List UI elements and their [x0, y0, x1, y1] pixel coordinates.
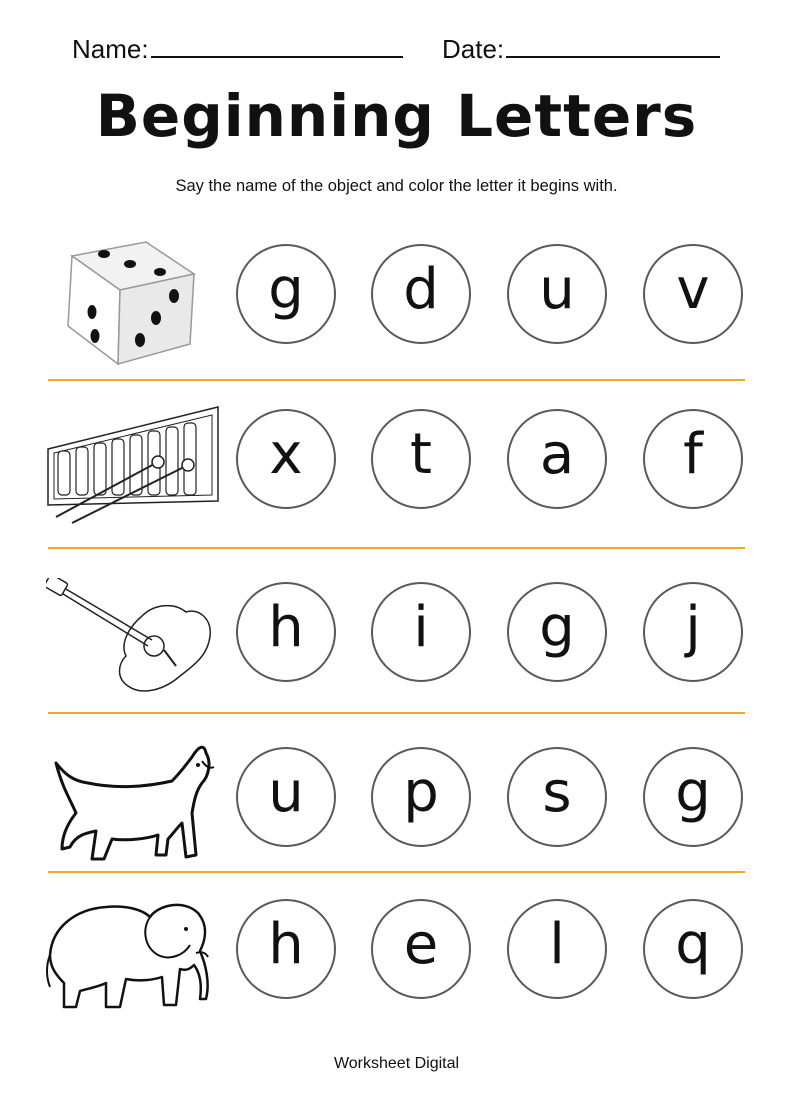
letter-circle[interactable]: f: [643, 409, 743, 509]
letter-circle[interactable]: s: [507, 747, 607, 847]
letter-options: [236, 582, 746, 686]
letter-options: [236, 244, 746, 348]
goat-picture: [46, 743, 221, 863]
letter-options: [236, 899, 746, 1003]
row-divider: [48, 871, 745, 873]
letter-circle[interactable]: i: [371, 582, 471, 682]
letter-circle[interactable]: p: [371, 747, 471, 847]
letter-options: [236, 747, 746, 851]
name-field[interactable]: [72, 34, 403, 65]
letter-circle[interactable]: l: [507, 899, 607, 999]
letter-circle[interactable]: h: [236, 899, 336, 999]
letter-circle[interactable]: v: [643, 244, 743, 344]
dice-picture: [46, 240, 221, 360]
letter-circle[interactable]: d: [371, 244, 471, 344]
letter-circle[interactable]: j: [643, 582, 743, 682]
date-field[interactable]: [442, 34, 720, 65]
instructions: Say the name of the object and color the letter it begins with.: [175, 177, 618, 195]
row-4: [0, 743, 793, 863]
row-divider: [48, 547, 745, 549]
date-line[interactable]: [506, 34, 720, 58]
row-divider: [48, 712, 745, 714]
name-label: Name:: [72, 34, 149, 64]
guitar-picture: [46, 578, 221, 698]
header: [72, 34, 732, 70]
letter-circle[interactable]: t: [371, 409, 471, 509]
footer-credit: Worksheet Digital: [333, 1055, 460, 1072]
row-1: [0, 240, 793, 360]
row-5: [0, 895, 793, 1015]
name-line[interactable]: [151, 34, 403, 58]
letter-circle[interactable]: x: [236, 409, 336, 509]
letter-circle[interactable]: u: [507, 244, 607, 344]
letter-circle[interactable]: h: [236, 582, 336, 682]
row-2: [0, 405, 793, 525]
page-title: Beginning Letters: [95, 82, 698, 150]
elephant-picture: [46, 895, 221, 1015]
letter-circle[interactable]: g: [236, 244, 336, 344]
letter-circle[interactable]: e: [371, 899, 471, 999]
xylophone-picture: [46, 405, 221, 525]
letter-circle[interactable]: g: [643, 747, 743, 847]
letter-circle[interactable]: a: [507, 409, 607, 509]
letter-options: [236, 409, 746, 513]
row-divider: [48, 379, 745, 381]
row-3: [0, 578, 793, 698]
letter-circle[interactable]: g: [507, 582, 607, 682]
date-label: Date:: [442, 34, 505, 64]
letter-circle[interactable]: u: [236, 747, 336, 847]
letter-circle[interactable]: q: [643, 899, 743, 999]
